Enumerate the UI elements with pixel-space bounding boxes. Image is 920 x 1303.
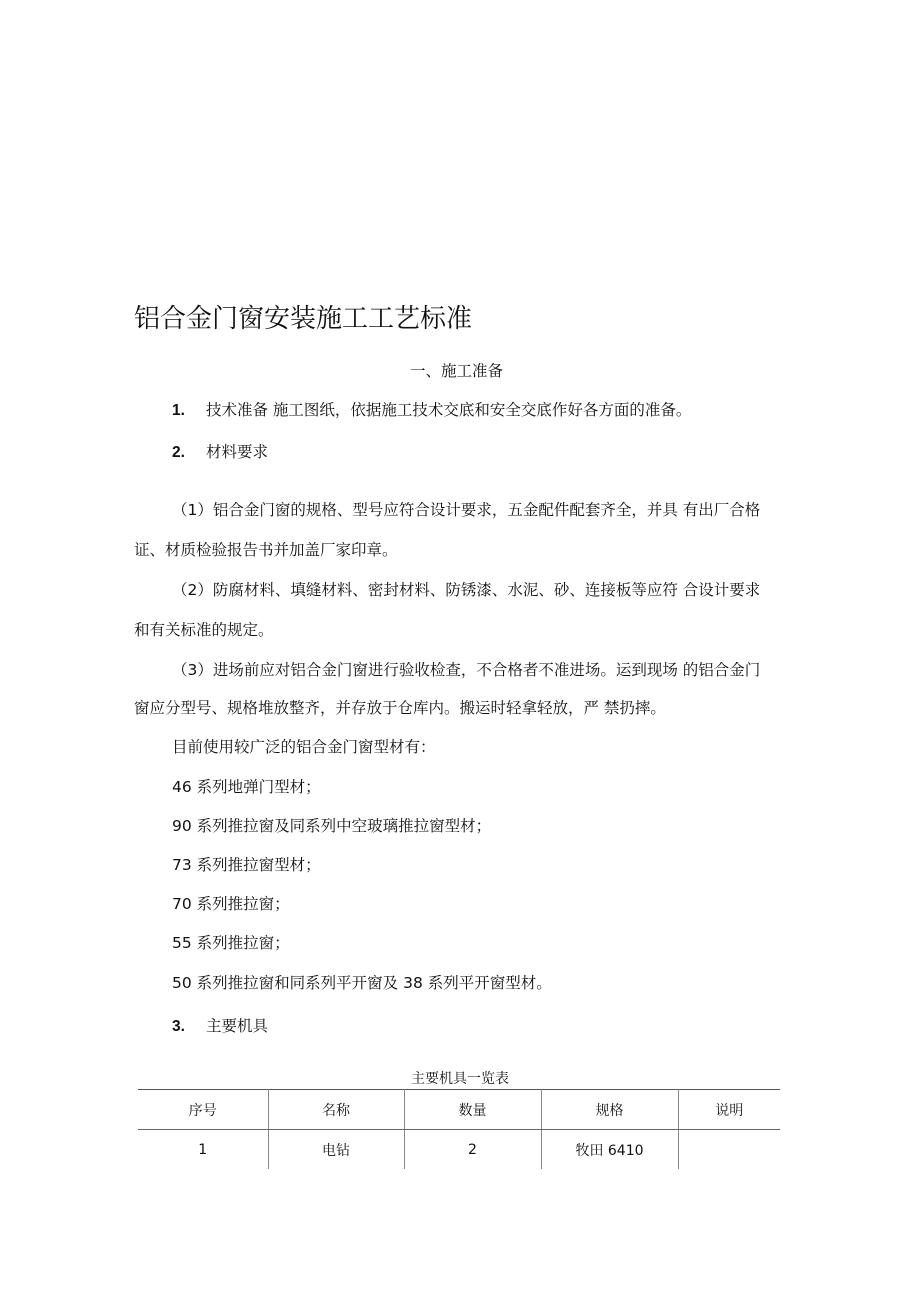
paragraph-line: 窗应分型号、规格堆放整齐，并存放于仓库内。搬运时轻拿轻放，严 禁扔摔。 [134,699,666,717]
profile-item: 46 系列地弹门型材； [172,778,321,796]
table-cell: 1 [138,1130,268,1170]
item-3 [172,1016,268,1037]
table-cell: 牧田 6410 [541,1130,678,1170]
profile-item: 50 系列推拉窗和同系列平开窗及 38 系列平开窗型材。 [172,974,552,992]
item-number: 2. [172,444,185,461]
item-text: 技术准备 施工图纸，依据施工技术交底和安全交底作好各方面的准备。 [206,401,692,419]
paragraph-line: 证、材质检验报告书并加盖厂家印章。 [134,541,398,559]
section-heading: 一、施工准备 [410,362,504,380]
header-cell: 序号 [138,1090,268,1130]
item-number: 3. [172,1018,185,1035]
profile-item: 70 系列推拉窗； [172,895,290,913]
table-header-row [138,1090,780,1130]
item-2 [172,442,268,463]
header-cell: 数量 [404,1090,541,1130]
header-cell: 规格 [541,1090,678,1130]
document-title: 铝合金门窗安装施工工艺标准 [134,304,473,334]
profile-item: 73 系列推拉窗型材； [172,856,321,874]
table-caption: 主要机具一览表 [411,1071,509,1087]
table-cell: 电钻 [268,1130,404,1170]
profile-item: 55 系列推拉窗； [172,934,290,952]
table-cell [678,1130,780,1170]
item-number: 1. [172,402,185,419]
paragraph-line: （1）铝合金门窗的规格、型号应符合设计要求，五金配件配套齐全，并具 有出厂合格 [172,501,761,519]
item-text: 主要机具 [206,1017,269,1035]
profile-item: 90 系列推拉窗及同系列中空玻璃推拉窗型材； [172,817,492,835]
paragraph-line: 和有关标准的规定。 [134,621,274,639]
item-text: 材料要求 [206,443,269,461]
item-1 [172,400,691,421]
header-cell: 说明 [678,1090,780,1130]
table-row [138,1130,780,1170]
paragraph-line: （3）进场前应对铝合金门窗进行验收检查，不合格者不准进场。运到现场 的铝合金门 [172,661,761,679]
table-cell: 2 [404,1130,541,1170]
tools-table [138,1089,780,1169]
profiles-intro: 目前使用较广泛的铝合金门窗型材有： [172,738,436,756]
paragraph-line: （2）防腐材料、填缝材料、密封材料、防锈漆、水泥、砂、连接板等应符 合设计要求 [172,581,761,599]
header-cell: 名称 [268,1090,404,1130]
